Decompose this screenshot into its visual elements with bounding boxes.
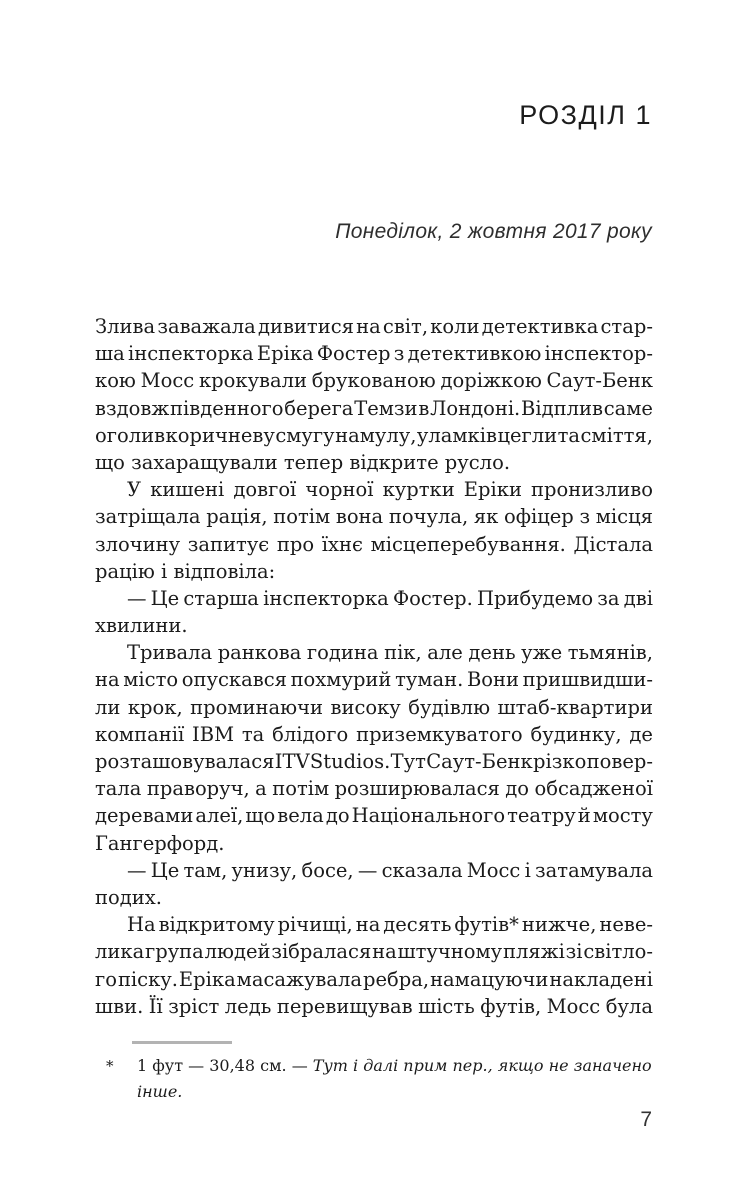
text-line: — Це старша інспекторка Фостер. Прибудемо за дві bbox=[127, 586, 653, 610]
text-line: на місто опускався похмурий туман. Вони пришвидши- bbox=[95, 668, 653, 692]
text-line: рацію і відповіла: bbox=[95, 559, 276, 583]
text-line: — Це там, унизу, босе, — сказала Мосс і затамувала bbox=[127, 858, 653, 882]
footnote-text-regular: 1 фут — 30,48 см. — bbox=[137, 1056, 313, 1075]
footnote-marker: * bbox=[106, 1057, 114, 1075]
text-line: ша інспекторка Еріка Фостер з детективкою інспектор- bbox=[95, 342, 653, 366]
text-line: На відкритому річищі, на десять футів* нижче, неве- bbox=[127, 913, 653, 937]
text-line: тала праворуч, а потім розширювалася до обсадженої bbox=[95, 777, 653, 801]
text-line: затріщала рація, потім вона почула, як офіцер з місця bbox=[95, 505, 653, 529]
body-text bbox=[95, 313, 653, 1020]
text-line: оголив коричневу смугу намулу, уламків цегли та сміття, bbox=[95, 423, 653, 447]
text-line: Злива заважала дивитися на світ, коли детективка стар- bbox=[95, 315, 653, 338]
footnote-divider bbox=[132, 1041, 232, 1044]
date-line: Понеділок, 2 жовтня 2017 року bbox=[335, 220, 652, 243]
text-line: деревами алеї, що вела до Національного театру й мосту bbox=[95, 804, 653, 828]
text-line: хвилини. bbox=[95, 614, 188, 638]
text-line: подих. bbox=[95, 885, 162, 909]
text-line: злочину запитує про їхнє місцеперебування. Дістала bbox=[95, 532, 653, 556]
text-line: Тривала ранкова година пік, але день уже тьмянів, bbox=[127, 641, 653, 665]
text-line: лика група людей зібралася на штучному пляжі зі світло- bbox=[95, 940, 653, 964]
text-line: вздовж південного берега Темзи в Лондоні. Відплив саме bbox=[95, 396, 653, 420]
text-line: що захаращували тепер відкрите русло. bbox=[95, 450, 511, 474]
text-line: компанії IBM та блідого приземкуватого будинку, де bbox=[95, 722, 653, 746]
text-line: шви. Її зріст ледь перевищував шість футів, Мосс була bbox=[95, 994, 653, 1018]
text-line: розташовувалася ITV Studios. Тут Саут-Бенк різко повер- bbox=[95, 750, 653, 773]
footnote-text bbox=[137, 1053, 659, 1105]
page-number: 7 bbox=[640, 1108, 652, 1131]
text-line: ли крок, проминаючи високу будівлю штаб-квартири bbox=[95, 695, 653, 719]
text-line: кою Мосс крокували брукованою доріжкою Саут-Бенк bbox=[95, 369, 653, 393]
text-line: го піску. Еріка масажувала ребра, намацуючи накладені bbox=[95, 967, 653, 991]
footnote-text-italic: Тут і далі прим пер., якщо не заначено інше. bbox=[137, 1056, 652, 1101]
chapter-title: РОЗДІЛ 1 bbox=[519, 100, 652, 130]
text-line: Гангерфорд. bbox=[95, 831, 225, 855]
text-line: У кишені довгої чорної куртки Еріки пронизливо bbox=[127, 478, 653, 502]
